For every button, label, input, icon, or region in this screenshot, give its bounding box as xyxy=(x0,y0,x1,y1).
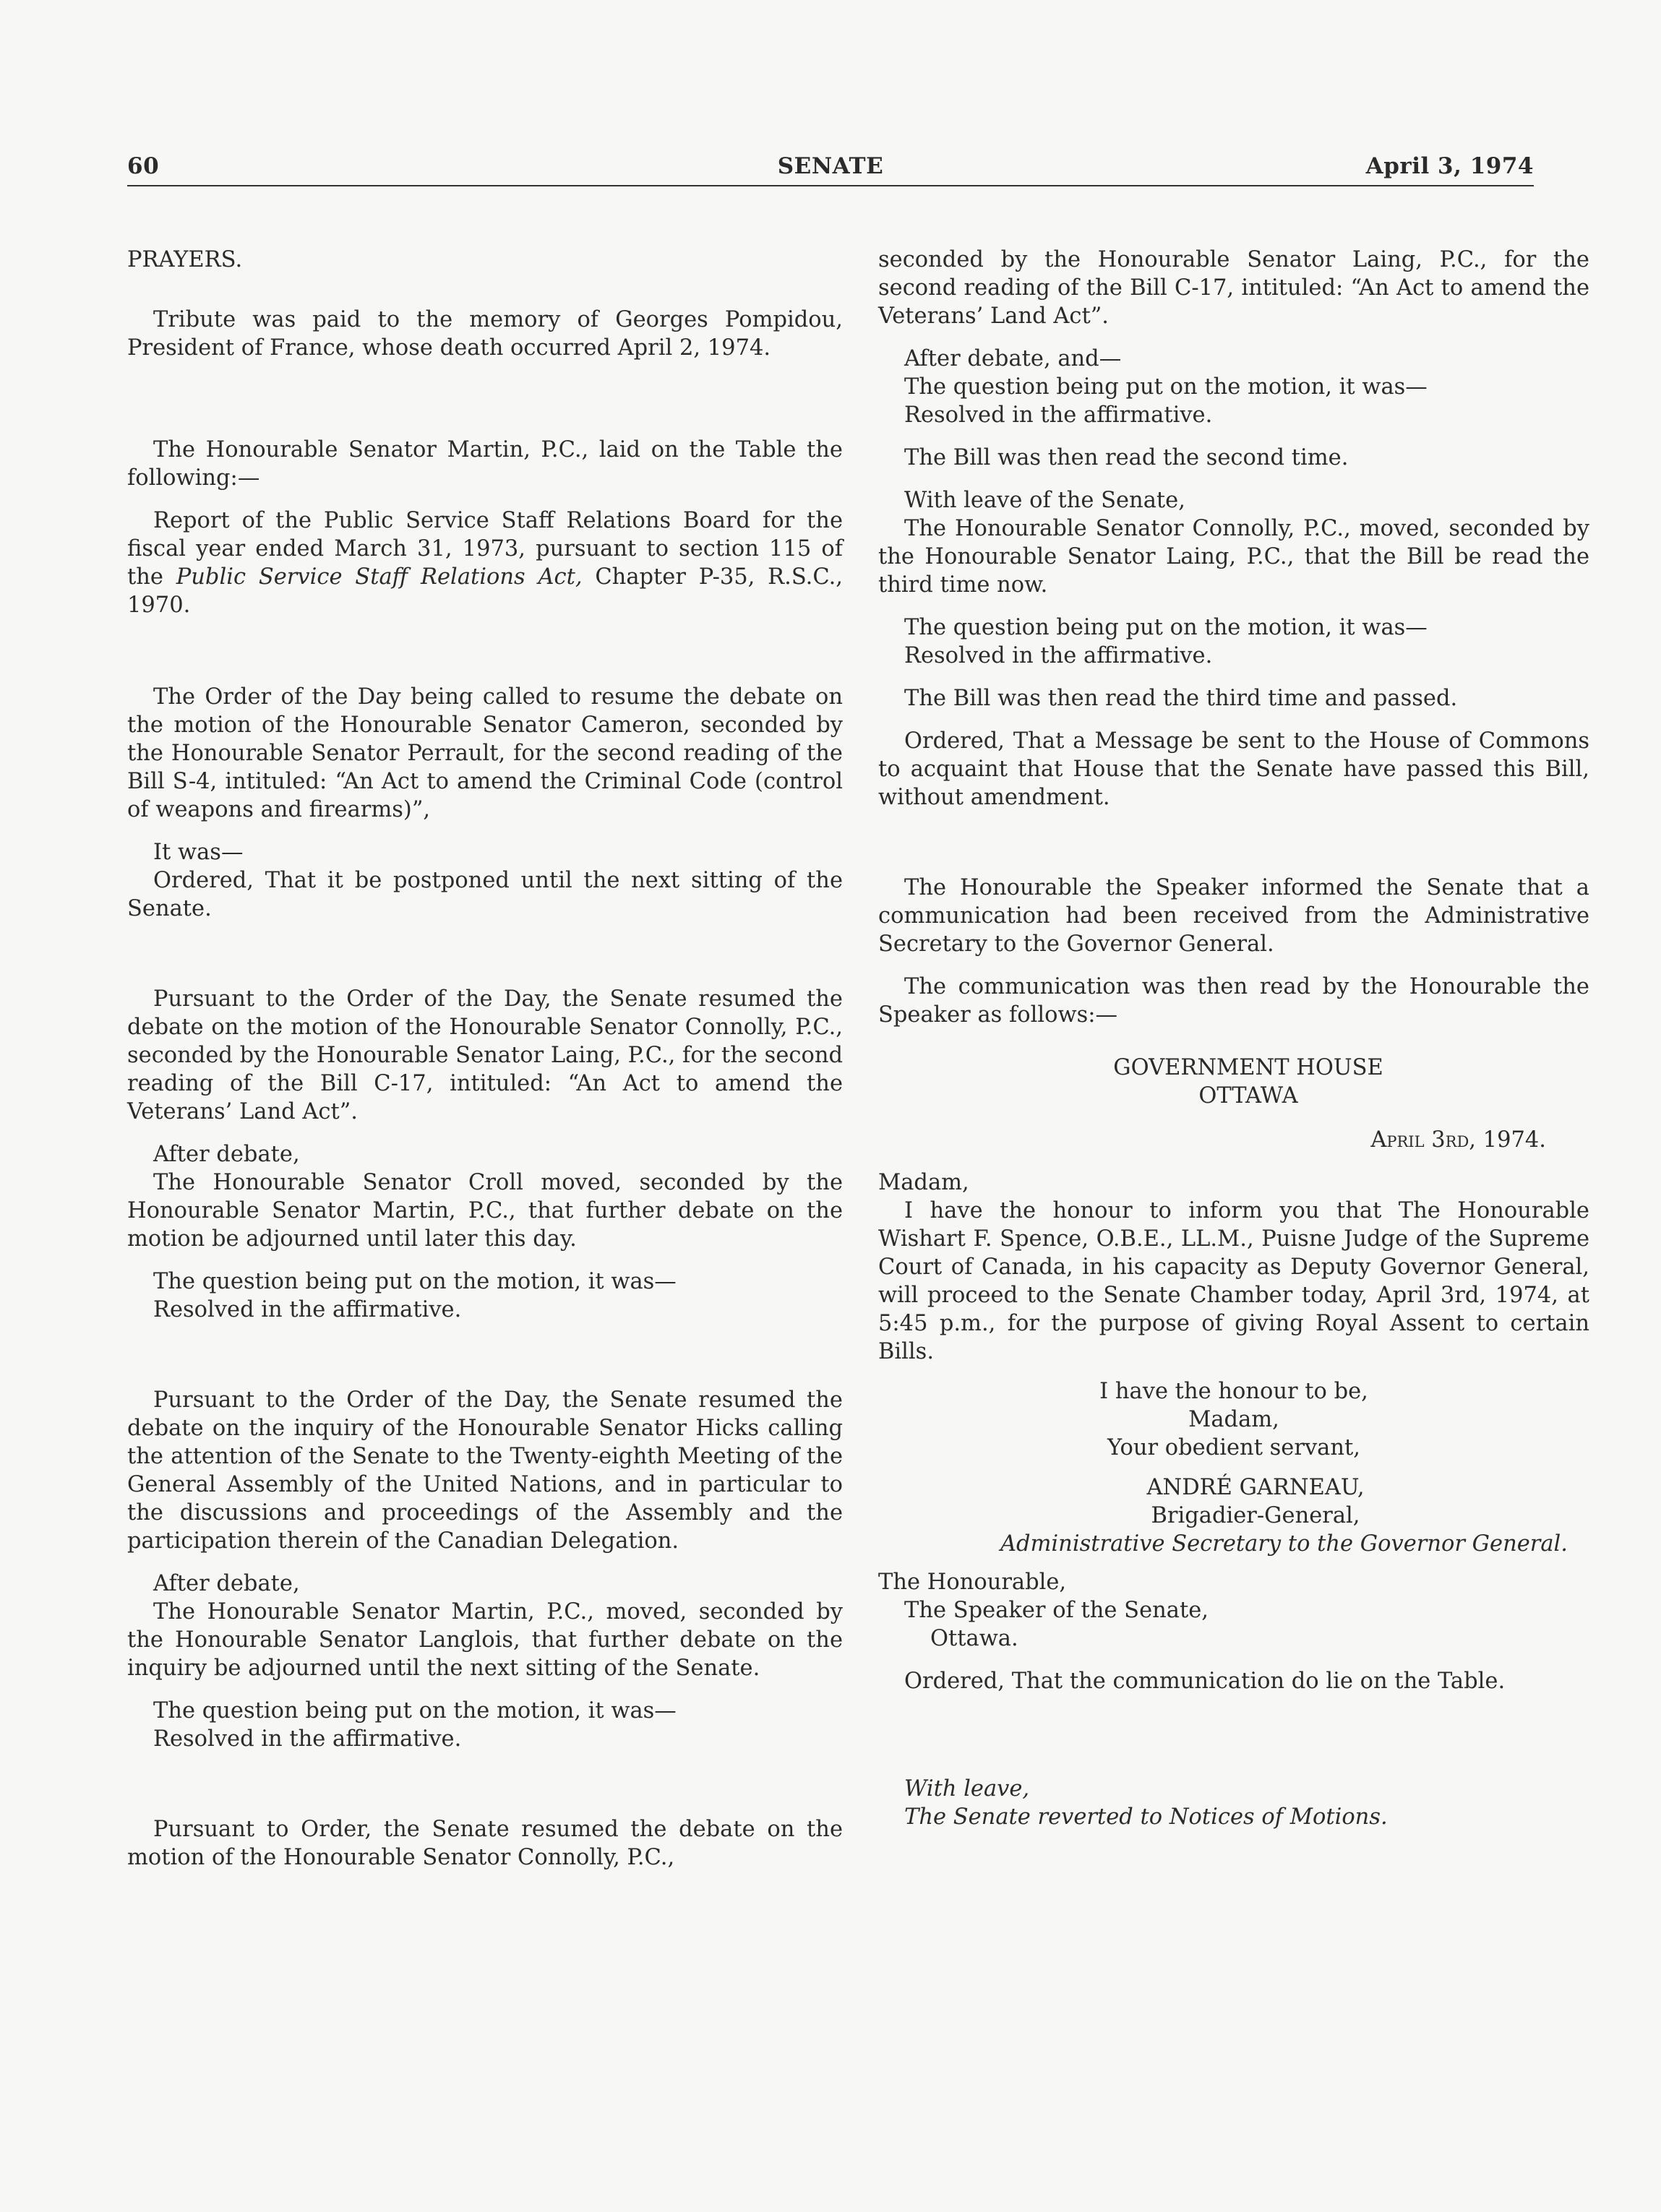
question-line: The question being put on the motion, it was— xyxy=(153,1269,677,1294)
letter-closing: Your obedient servant, xyxy=(1107,1435,1360,1460)
right-column xyxy=(878,246,1589,1831)
question-line: The question being put on the motion, it was— xyxy=(904,374,1428,400)
pursuant-order-paragraph: Pursuant to Order, the Senate resumed the debate on the motion of the Honourable Senator Connolly, P.C., xyxy=(127,1817,843,1870)
martin-table-paragraph: The Honourable Senator Martin, P.C., laid on the Table the following:— xyxy=(127,437,843,491)
after-debate-line: After debate, xyxy=(153,1142,300,1167)
order-s4-paragraph: The Order of the Day being called to resume the debate on the motion of the Honourable Senator Cameron, seconded by the Honourable Senator Perrault, for the second reading of the Bill S-4, intituled: “An Act to amend the Criminal Code (control of weapons and firearms)”, xyxy=(127,684,843,822)
it-was-line: It was— xyxy=(153,840,244,865)
martin-moved-paragraph: The Honourable Senator Martin, P.C., moved, seconded by the Honourable Senator Langlois, that further debate on the inquiry be adjourned until the next sitting of the Senate. xyxy=(127,1599,843,1681)
question-line: The question being put on the motion, it was— xyxy=(153,1698,677,1723)
with-leave-line: With leave, xyxy=(904,1776,1030,1802)
letter-salutation: Madam, xyxy=(878,1170,969,1195)
page-title: SENATE xyxy=(777,153,884,179)
communication-read-paragraph: The communication was then read by the Honourable the Speaker as follows:— xyxy=(878,974,1589,1028)
connolly-moved-paragraph: The Honourable Senator Connolly, P.C., moved, seconded by the Honourable Senator Laing, P.C., that the Bill be read the third time now. xyxy=(878,516,1589,598)
third-time-line: The Bill was then read the third time and passed. xyxy=(904,686,1458,711)
resolved-line: Resolved in the affirmative. xyxy=(153,1297,462,1322)
resolved-line: Resolved in the affirmative. xyxy=(153,1726,462,1752)
letter-body: I have the honour to inform you that The Honourable Wishart F. Spence, O.B.E., LL.M., Puisne Judge of the Supreme Court of Canada, in his capacity as Deputy Governor General, will proceed to the Senate Chamber today, April 3rd, 1974, at 5:45 p.m., for the purpose of giving Royal Assent to certain Bills. xyxy=(878,1198,1589,1364)
report-paragraph: Report of the Public Service Staff Relations Board for the fiscal year ended March 31, 1973, pursuant to section 115 of the Public Service Staff Relations Act, Chapter P-35, R.S.C., 1970. xyxy=(127,508,843,618)
letter-address: The Speaker of the Senate, xyxy=(904,1598,1209,1623)
speaker-informed-paragraph: The Honourable the Speaker informed the Senate that a communication had been received from the Administrative Secretary to the Governor General. xyxy=(878,875,1589,957)
prayers-heading: PRAYERS. xyxy=(127,247,243,272)
postponed-paragraph: Ordered, That it be postponed until the next sitting of the Senate. xyxy=(127,868,843,921)
after-debate-line: After debate, and— xyxy=(904,346,1122,371)
after-debate-line: After debate, xyxy=(153,1571,300,1596)
letter-org-line: GOVERNMENT HOUSE xyxy=(1113,1055,1383,1080)
letter-date: April 3rd, 1974. xyxy=(1370,1127,1546,1153)
letter-rank: Brigadier-General, xyxy=(1151,1503,1360,1528)
resolved-line: Resolved in the affirmative. xyxy=(904,643,1213,668)
letter-signer: ANDRÉ GARNEAU, xyxy=(1146,1475,1365,1500)
left-column xyxy=(127,246,843,1872)
letter-address: The Honourable, xyxy=(878,1570,1067,1595)
letter-closing: I have the honour to be, xyxy=(1099,1379,1368,1404)
letter-city-line: OTTAWA xyxy=(1198,1083,1298,1109)
page-date: April 3, 1974 xyxy=(1365,153,1534,179)
question-line: The question being put on the motion, it was— xyxy=(904,615,1428,640)
seconded-laing-paragraph: seconded by the Honourable Senator Laing, P.C., for the second reading of the Bill C-17, intituled: “An Act to amend the Veterans’ Land Act”. xyxy=(878,247,1589,329)
letter xyxy=(878,1054,1589,1653)
tribute-paragraph: Tribute was paid to the memory of Georges Pompidou, President of France, whose death occurred April 2, 1974. xyxy=(127,307,843,361)
resolved-line: Resolved in the affirmative. xyxy=(904,403,1213,428)
page-header xyxy=(127,153,1534,186)
pursuant-c17-paragraph: Pursuant to the Order of the Day, the Senate resumed the debate on the motion of the Honourable Senator Connolly, P.C., seconded by the Honourable Senator Laing, P.C., for the second reading of the Bill C-17, intituled: “An Act to amend the Veterans’ Land Act”. xyxy=(127,986,843,1124)
letter-position: Administrative Secretary to the Governor General. xyxy=(1000,1531,1568,1557)
with-leave-senate-line: With leave of the Senate, xyxy=(904,488,1185,513)
letter-address: Ottawa. xyxy=(930,1626,1018,1651)
act-title: Public Service Staff Relations Act, xyxy=(176,564,583,590)
message-paragraph: Ordered, That a Message be sent to the House of Commons to acquaint that House that the Senate have passed this Bill, without amendment. xyxy=(878,728,1589,810)
lie-on-table-line: Ordered, That the communication do lie on the Table. xyxy=(904,1669,1506,1694)
second-time-line: The Bill was then read the second time. xyxy=(904,445,1349,470)
croll-moved-paragraph: The Honourable Senator Croll moved, seconded by the Honourable Senator Martin, P.C., that further debate on the motion be adjourned until later this day. xyxy=(127,1170,843,1252)
reverted-line: The Senate reverted to Notices of Motions. xyxy=(904,1804,1388,1830)
pursuant-hicks-paragraph: Pursuant to the Order of the Day, the Senate resumed the debate on the inquiry of the Honourable Senator Hicks calling the attention of the Senate to the Twenty-eighth Meeting of the General Assembly of the United Nations, and in particular to the discussions and proceedings of the Assembly and the participation therein of the Canadian Delegation. xyxy=(127,1387,843,1554)
letter-closing: Madam, xyxy=(1188,1407,1279,1432)
page-number: 60 xyxy=(127,153,160,179)
